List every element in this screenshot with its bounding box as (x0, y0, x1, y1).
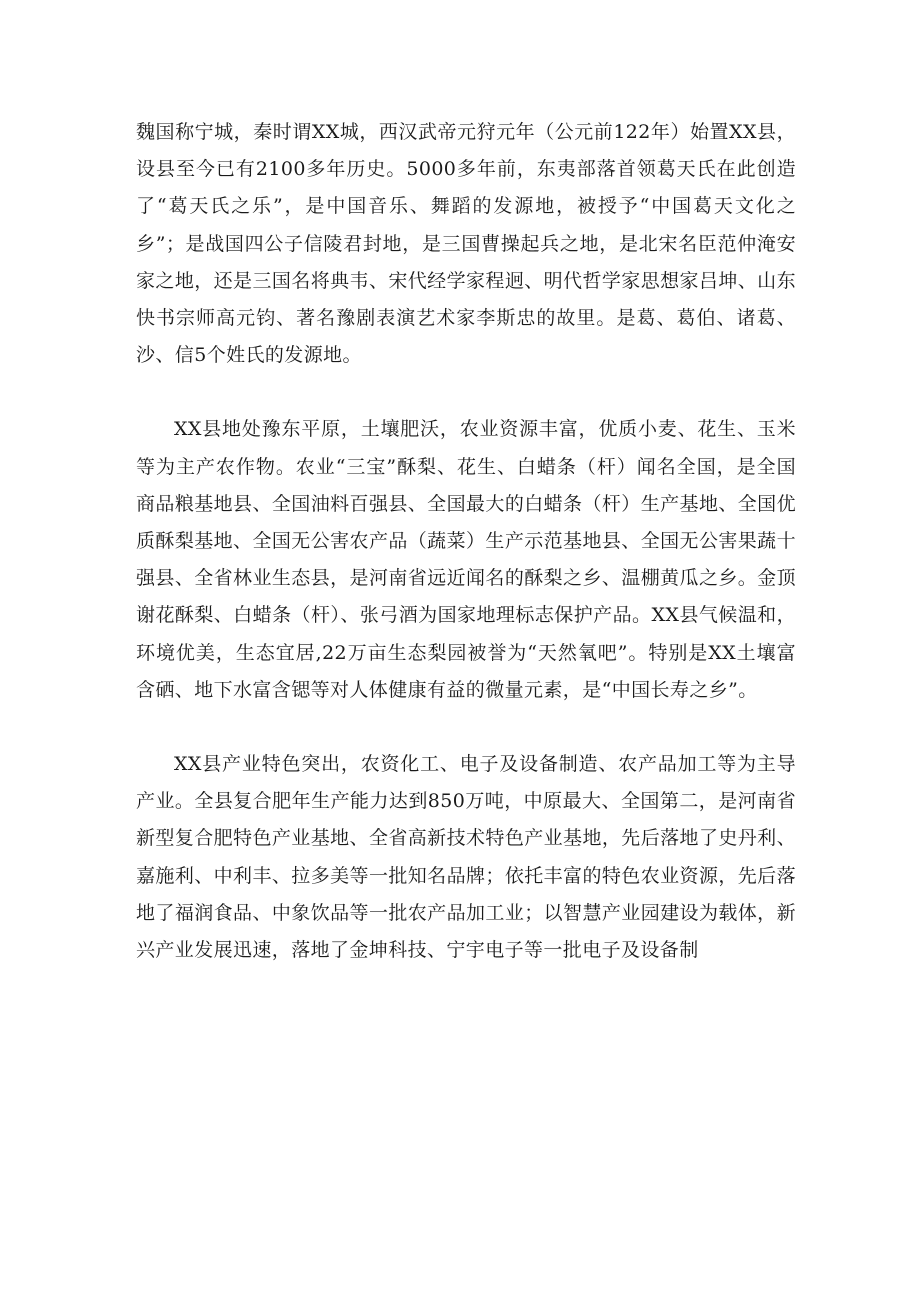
document-body (136, 114, 796, 969)
paragraph-industry: XX县产业特色突出，农资化工、电子及设备制造、农产品加工等为主导产业。全县复合肥年生产能力达到850万吨，中原最大、全国第二，是河南省新型复合肥特色产业基地、全省高新技术特色产业基地，先后落地了史丹利、嘉施利、中利丰、拉多美等一批知名品牌；依托丰富的特色农业资源，先后落地了福润食品、中象饮品等一批农产品加工业；以智慧产业园建设为载体，新兴产业发展迅速，落地了金坤科技、宁宇电子等一批电子及设备制 (136, 753, 796, 962)
paragraph-history: 魏国称宁城，秦时谓XX城，西汉武帝元狩元年（公元前122年）始置XX县，设县至今已有2100多年历史。5000多年前，东夷部落首领葛天氏在此创造了“葛天氏之乐”，是中国音乐、舞蹈的发源地，被授予“中国葛天文化之乡”；是战国四公子信陵君封地，是三国曹操起兵之地，是北宋名臣范仲淹安家之地，还是三国名将典韦、宋代经学家程迥、明代哲学家思想家吕坤、山东快书宗师高元钧、著名豫剧表演艺术家李斯忠的故里。是葛、葛伯、诸葛、沙、信5个姓氏的发源地。 (136, 121, 796, 367)
paragraph-agriculture: XX县地处豫东平原，土壤肥沃，农业资源丰富，优质小麦、花生、玉米等为主产农作物。农业“三宝”酥梨、花生、白蜡条（杆）闻名全国，是全国商品粮基地县、全国油料百强县、全国最大的白蜡条（杆）生产基地、全国优质酥梨基地、全国无公害农产品（蔬菜）生产示范基地县、全国无公害果蔬十强县、全省林业生态县，是河南省远近闻名的酥梨之乡、温棚黄瓜之乡。金顶谢花酥梨、白蜡条（杆）、张弓酒为国家地理标志保护产品。XX县气候温和，环境优美，生态宜居,22万亩生态梨园被誉为“天然氧吧”。特别是XX土壤富含硒、地下水富含锶等对人体健康有益的微量元素，是“中国长寿之乡”。 (136, 418, 796, 701)
